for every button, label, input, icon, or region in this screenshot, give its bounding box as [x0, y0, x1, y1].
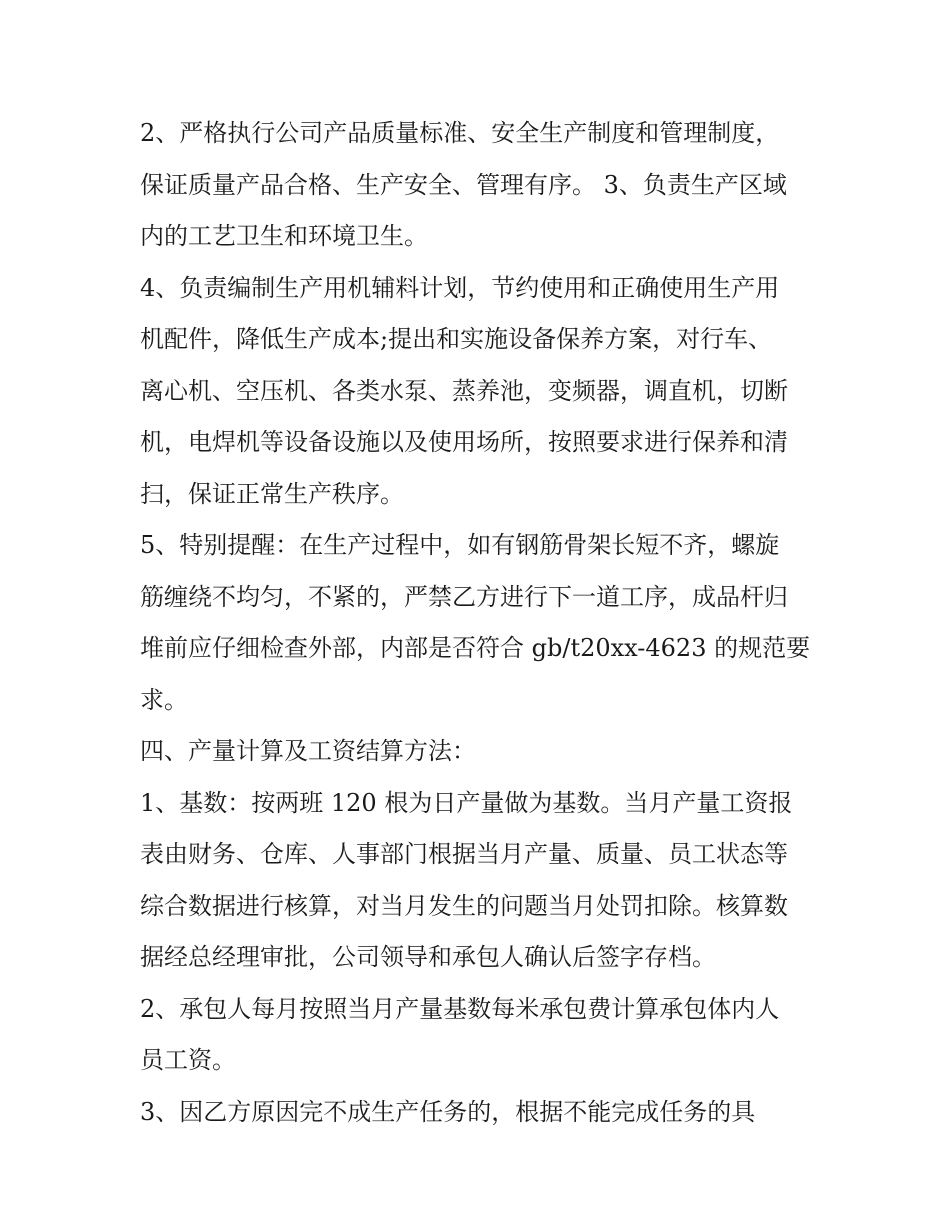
text-line: 1、基数：按两班 120 根为日产量做为基数。当月产量工资报 [140, 788, 793, 817]
section-heading-text: 四、产量计算及工资结算方法： [140, 737, 476, 765]
text-line: 保证质量产品合格、生产安全、管理有序。 3、负责生产区域 [140, 170, 787, 199]
section-heading-4 [140, 726, 820, 778]
text-line: 员工资。 [140, 1046, 236, 1074]
text-line: 求。 [140, 685, 188, 714]
paragraph-item-3 [140, 1087, 820, 1139]
text-line: 堆前应仔细检查外部，内部是否符合 gb/t20xx-4623 的规范要 [140, 634, 811, 662]
text-line: 表由财务、仓库、人事部门根据当月产量、质量、员工状态等 [140, 840, 788, 868]
paragraph-item-2-wages [140, 984, 820, 1087]
paragraph-item-2 [140, 108, 820, 263]
text-line: 3、因乙方原因完不成生产任务的，根据不能完成任务的具 [140, 1097, 756, 1126]
text-line: 综合数据进行核算，对当月发生的问题当月处罚扣除。核算数 [140, 891, 788, 920]
text-line: 2、承包人每月按照当月产量基数每米承包费计算承包体内人 [140, 994, 780, 1023]
text-line: 筋缠绕不均匀，不紧的，严禁乙方进行下一道工序，成品杆归 [140, 582, 788, 611]
text-line: 据经总经理审批，公司领导和承包人确认后签字存档。 [140, 943, 716, 971]
text-line: 2、严格执行公司产品质量标准、安全生产制度和管理制度， [140, 119, 780, 147]
paragraph-item-4 [140, 263, 820, 521]
text-line: 扫，保证正常生产秩序。 [140, 479, 404, 508]
paragraph-item-5-reminder [140, 520, 820, 726]
text-line: 机，电焊机等设备设施以及使用场所，按照要求进行保养和清 [140, 428, 788, 456]
text-line: 4、负责编制生产用机辅料计划，节约使用和正确使用生产用 [140, 273, 780, 302]
paragraph-item-1-base [140, 778, 820, 984]
text-line: 内的工艺卫生和环境卫生。 [140, 222, 428, 250]
document-body [140, 108, 820, 1138]
text-line: 离心机、空压机、各类水泵、蒸养池，变频器，调直机，切断 [140, 376, 788, 405]
text-line: 机配件，降低生产成本;提出和实施设备保养方案，对行车、 [140, 325, 773, 353]
text-line: 5、特别提醒：在生产过程中，如有钢筋骨架长短不齐，螺旋 [140, 531, 780, 559]
